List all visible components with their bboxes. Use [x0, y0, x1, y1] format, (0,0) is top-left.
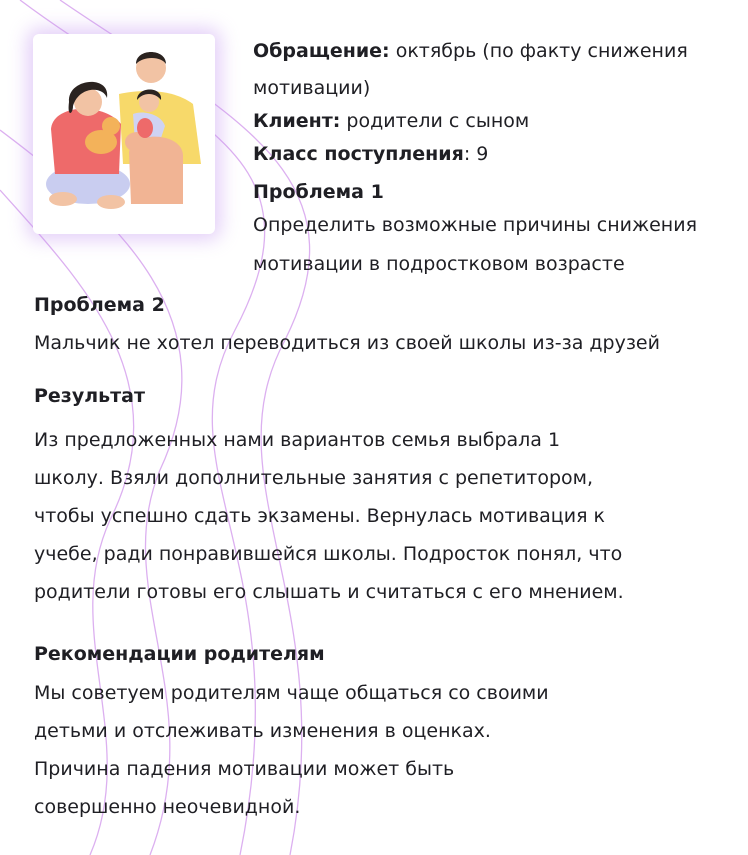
client-value: родители с сыном: [340, 110, 530, 132]
recommendations-text-line: детьми и отслеживать изменения в оценках.: [34, 720, 491, 742]
request-label: Обращение:: [253, 40, 390, 62]
request-line-2: мотивации): [253, 77, 371, 99]
recommendations-text-line: Мы советуем родителям чаще общаться со своими: [34, 682, 549, 704]
request-line: [253, 39, 688, 63]
problem2-text-line: Мальчик не хотел переводиться из своей школы из-за друзей: [34, 332, 660, 354]
problem1-title: Проблема 1: [253, 181, 384, 203]
recommendations-text-line: Причина падения мотивации может быть: [34, 758, 455, 780]
grade-value: 9: [476, 143, 489, 165]
request-value: октябрь (по факту снижения: [389, 40, 688, 62]
client-label: Клиент:: [253, 110, 341, 132]
result-text-line: школу. Взяли дополнительные занятия с репетитором,: [34, 467, 594, 489]
result-title: Результат: [34, 385, 146, 407]
illustration-card: [33, 34, 215, 234]
result-text-line: Из предложенных нами вариантов семья выбрала 1: [34, 429, 561, 451]
grade-label: Класс поступления: [253, 143, 464, 165]
client-line: [253, 109, 529, 133]
result-text-line: родители готовы его слышать и считаться с его мнением.: [34, 581, 624, 603]
result-text-line: чтобы успешно сдать экзамены. Вернулась мотивация к: [34, 505, 606, 527]
family-illustration-icon: [33, 34, 215, 234]
recommendations-title: Рекомендации родителям: [34, 643, 325, 665]
result-text-line: учебе, ради понравившейся школы. Подросток понял, что: [34, 543, 623, 565]
problem2-title: Проблема 2: [34, 294, 165, 316]
problem1-text-line: Определить возможные причины снижения: [253, 214, 697, 236]
recommendations-text-line: совершенно неочевидной.: [34, 796, 301, 818]
problem1-text-line: мотивации в подростковом возрасте: [253, 253, 625, 275]
grade-line: [253, 142, 488, 166]
grade-separator: :: [463, 143, 477, 165]
